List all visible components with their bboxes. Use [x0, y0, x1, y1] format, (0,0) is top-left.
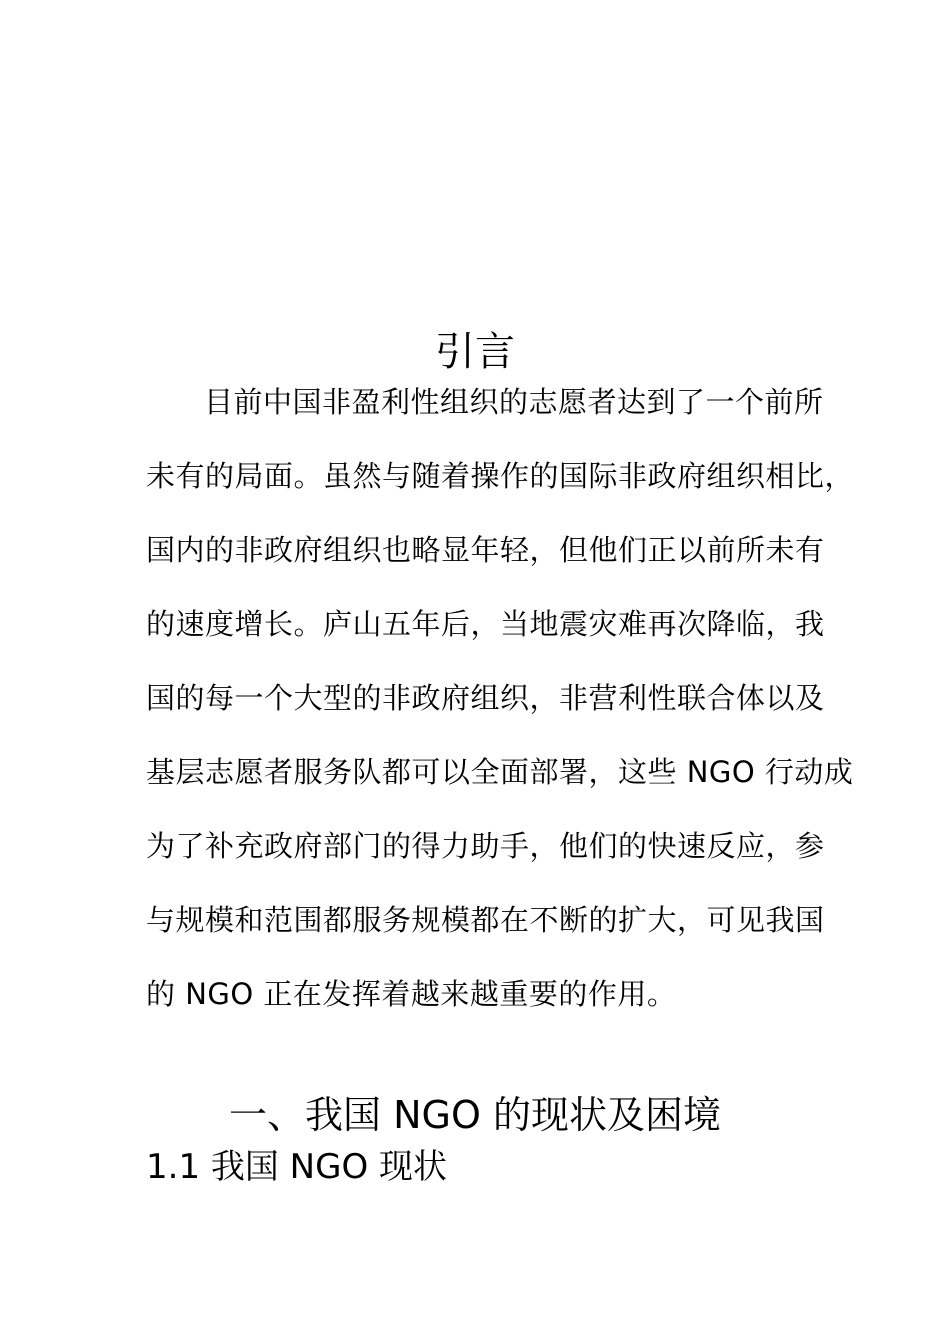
intro-paragraph: [146, 380, 855, 1046]
paragraph-line: 与规模和范围都服务规模都在不断的扩大，可见我国: [146, 903, 825, 937]
paragraph-line: 未有的局面。虽然与随着操作的国际非政府组织相比，: [146, 459, 855, 493]
paragraph-line: 的速度增长。庐山五年后，当地震灾难再次降临，我: [146, 607, 825, 641]
subsection-heading: 1.1 我国 NGO 现状: [146, 1147, 448, 1187]
paragraph-line: 基层志愿者服务队都可以全面部署，这些 NGO 行动成: [146, 755, 854, 789]
page-title: 引言: [435, 329, 515, 375]
paragraph-line: 为了补充政府部门的得力助手，他们的快速反应，参: [146, 829, 825, 863]
paragraph-line: 国内的非政府组织也略显年轻，但他们正以前所未有: [146, 533, 825, 567]
section-heading: 一、我国 NGO 的现状及困境: [229, 1093, 721, 1137]
paragraph-line: 的 NGO 正在发挥着越来越重要的作用。: [146, 977, 677, 1011]
paragraph-line: 国的每一个大型的非政府组织，非营利性联合体以及: [146, 681, 825, 715]
paragraph-line: 目前中国非盈利性组织的志愿者达到了一个前所: [204, 385, 824, 419]
